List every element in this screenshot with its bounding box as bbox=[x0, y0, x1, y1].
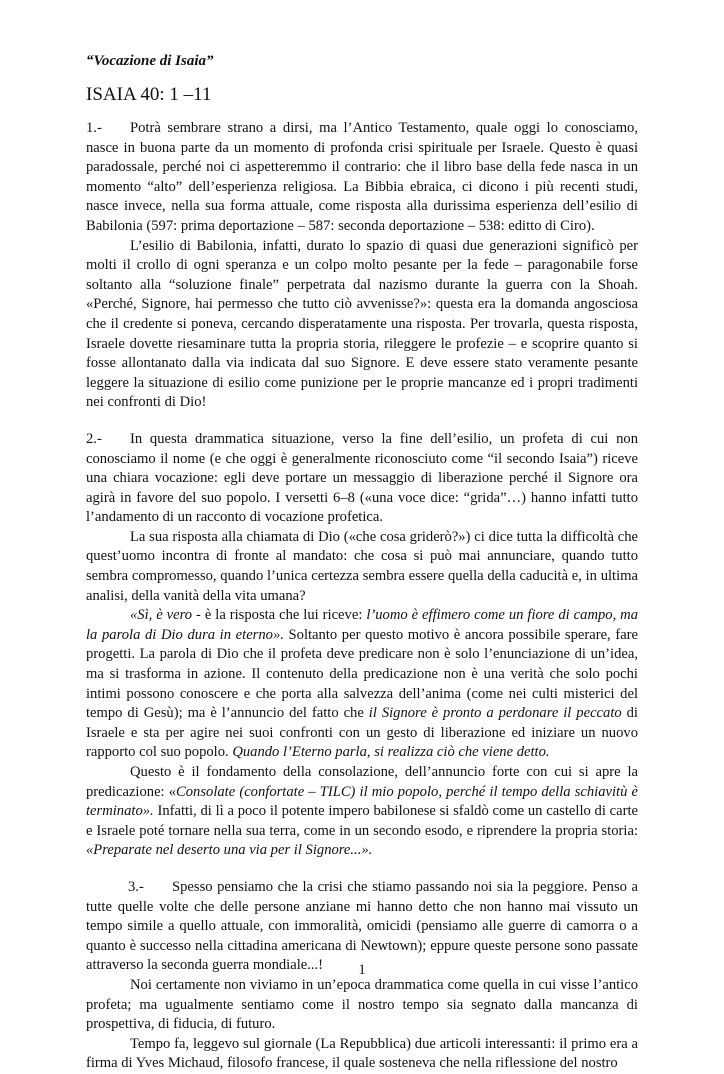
document-heading: “Vocazione di Isaia” bbox=[86, 53, 214, 69]
text-segment: - è la risposta che lui riceve: bbox=[192, 607, 367, 624]
section-1-paragraph-1 bbox=[86, 119, 638, 237]
section-3-number: 3.- bbox=[128, 878, 144, 895]
scripture-reference: ISAIA 40: 1 –11 bbox=[86, 84, 212, 105]
document-body bbox=[86, 119, 638, 1074]
section-1-paragraph-2: L’esilio di Babilonia, infatti, durato lo spazio di quasi due generazioni significò per molti il crollo di ogni speranza e un colpo molto pesante per la fede – paragonabile forse soltanto alla “soluzione finale” perpetrata dal nazismo durante la guerra con la Shoah. «Perché, Signore, hai permesso che tutto ciò avvenisse?»: questa era la domanda angosciosa che il credente si poneva, cercando disperatamente una risposta. Per trovarla, questa risposta, Israele dovette riesaminare tutta la propria storia, rileggere le profezie – e scoprire quanto si fosse allontanato dalla via indicata dal suo Signore. E deve essere stato veramente pesante leggere la situazione di esilio come punizione per le proprie mancanze ed i propri tradimenti nei confronti di Dio! bbox=[86, 237, 638, 411]
quote-eterno-parla: Quando l’Eterno parla, si realizza ciò che viene detto. bbox=[232, 744, 550, 761]
quote-signore-perdonare: il Signore è pronto a perdonare il peccato bbox=[368, 705, 622, 722]
section-2-paragraph-1 bbox=[86, 430, 638, 528]
text-segment: di Israele e sta per agire nei suoi confronti con un gesto di liberazione ed iniziare un nuovo rapporto col suo popolo. bbox=[86, 705, 638, 761]
paragraph-gap bbox=[86, 861, 638, 878]
section-2-paragraph-4 bbox=[86, 763, 638, 861]
text-segment: Soltanto per questo motivo è ancora possibile sperare, fare progetti. La parola di Dio che il profeta deve predicare non è solo l’enunciazione di un’idea, ma si trasforma in azione. Il contenuto della predicazione non è una verità che solo pochi intimi possono conoscere e che porta alla salvezza dell’anima (come nei culti misterici del tempo di Gesù); ma è l’annuncio del fatto che bbox=[86, 626, 639, 722]
section-2-number: 2.- bbox=[86, 430, 102, 447]
section-3-text-1: Spesso pensiamo che la crisi che stiamo passando noi sia la peggiore. Penso a tutte quelle volte che delle persone anziane mi hanno detto che non hanno mai vissuto un tempo simile a quello attuale, con immoralità, omicidi (pensiamo alle guerre di camorra o a quanto è successo nella cittadina americana di Newtown); eppure queste persone sono passate attraverso la seconda guerra mondiale...! bbox=[86, 878, 638, 974]
text-segment: Infatti, di lì a poco il potente impero babilonese si sfaldò come un castello di carte e Israele poté tornare nella sua terra, come in un secondo esodo, e riprendere la propria storia: bbox=[86, 803, 638, 839]
paragraph-gap bbox=[86, 413, 638, 430]
section-3-paragraph-2: Noi certamente non viviamo in un’epoca drammatica come quella in cui visse l’antico profeta; ma ugualmente sentiamo come il nostro tempo sia segnato dalla mancanza di prospettiva, di fiducia, di futuro. bbox=[86, 976, 638, 1033]
quote-uomo-effimero: l’uomo è effimero come un fiore di campo, ma la parola di Dio dura in eterno». bbox=[86, 607, 639, 643]
text-segment: Questo è il fondamento della consolazione, dell’annuncio forte con cui si apre la predicazione: « bbox=[86, 764, 638, 800]
section-2-text-1: In questa drammatica situazione, verso la fine dell’esilio, un profeta di cui non conosciamo il nome (e che oggi è generalmente riconosciuto come “il secondo Isaia”) riceve una chiara vocazione: egli deve portare un messaggio di liberazione perché il Signore ora agirà in favore del suo popolo. I versetti 6–8 («una voce dice: “grida”…) hanno infatti tutto l’andamento di un racconto di vocazione profetica. bbox=[86, 430, 638, 526]
quote-consolate: Consolate (confortate – TILC) il mio popolo, perché il tempo della schiavitù è terminato». bbox=[86, 783, 638, 820]
section-2-paragraph-2: La sua risposta alla chiamata di Dio («che cosa griderò?») ci dice tutta la difficoltà che quest’uomo incontra di fronte al mandato: che cosa si può mai annunciare, quando tutto sembra compromesso, quando l’unica certezza sembra essere quella della caducità e, in ultima analisi, della vanità della vita umana? bbox=[86, 528, 638, 604]
section-1-text-1: Potrà sembrare strano a dirsi, ma l’Antico Testamento, quale oggi lo conosciamo, nasce in buona parte da un momento di profonda crisi spirituale per Israele. Questo è quasi paradossale, perché noi ci aspetteremmo il contrario: che il libro base della fede nasca in un momento “alto” dell’esperienza religiosa. La Bibbia ebraica, ci dicono i più recenti studi, nasce invece, nella sua forma attuale, come risposta alla durissima esperienza dell’esilio di Babilonia (597: prima deportazione – 587: seconda deportazione – 538: editto di Ciro). bbox=[86, 120, 638, 234]
quote-si-e-vero: «Sì, è vero bbox=[130, 607, 193, 624]
section-1-number: 1.- bbox=[86, 120, 102, 136]
section-2-paragraph-3 bbox=[86, 606, 638, 763]
page-number: 1 bbox=[358, 962, 366, 978]
quote-preparate: «Preparate nel deserto una via per il Signore...». bbox=[86, 842, 373, 859]
section-3-paragraph-3: Tempo fa, leggevo sul giornale (La Repubblica) due articoli interessanti: il primo era a firma di Yves Michaud, filosofo francese, il quale sosteneva che nella riflessione del nostro bbox=[86, 1035, 638, 1072]
